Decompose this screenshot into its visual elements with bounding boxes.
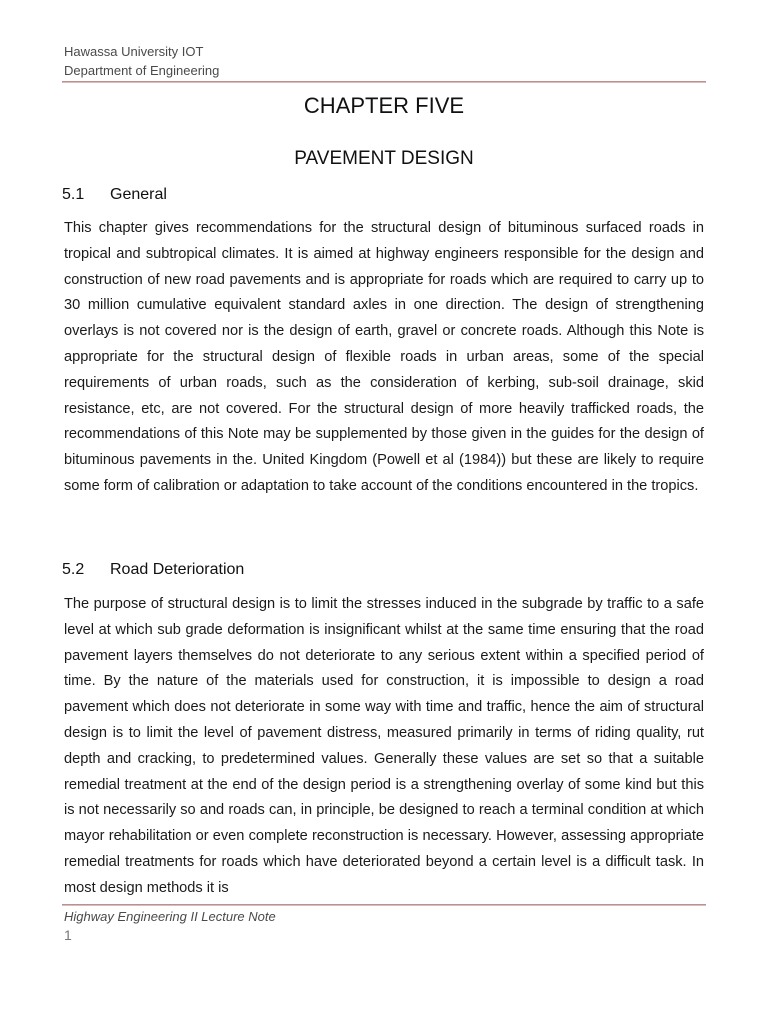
header-institution: Hawassa University IOT <box>64 44 204 59</box>
chapter-title: CHAPTER FIVE <box>303 93 465 118</box>
header-divider <box>62 81 706 83</box>
page-number: 1 <box>64 927 72 943</box>
section-5-1-paragraph: This chapter gives recommendations for the structural design of bituminous surfaced roads in tropical and subtropical climates. It is aimed at highway engineers responsible for the design and construction of new road pavements and is appropriate for roads which are required to carry up to 30 million cumulative equivalent standard axles in one direction. The design of strengthening overlays is not covered nor is the design of earth, gravel or concrete roads. Although this Note is appropriate for the structural design of flexible roads in urban areas, some of the special requirements of urban roads, such as the consideration of kerbing, sub-soil drainage, skid resistance, etc, are not covered. For the structural design of more heavily trafficked roads, the recommendations of this Note may be supplemented by those given in the guides for the design of bituminous pavements in the. United Kingdom (Powell et al (1984)) but these are likely to require some form of calibration or adaptation to take account of the conditions encountered in the tropics. <box>64 220 704 494</box>
footer-note: Highway Engineering II Lecture Note <box>64 909 276 924</box>
section-title: PAVEMENT DESIGN <box>294 148 474 169</box>
section-number: 5.1 <box>62 186 85 203</box>
section-5-2-paragraph: The purpose of structural design is to limit the stresses induced in the subgrade by traffic to a safe level at which sub grade deformation is insignificant whilst at the same time ensuring that the road pavement layers themselves do not deteriorate to any serious extent within a specified period of time. By the nature of the materials used for construction, it is impossible to design a road pavement which does not deteriorate in some way with time and traffic, hence the aim of structural design is to limit the level of pavement distress, measured primarily in terms of riding quality, rut depth and cracking, to predetermined values. Generally these values are set so that a suitable remedial treatment at the end of the design period is a strengthening overlay of some kind but this is not necessarily so and roads can, in principle, be designed to reach a terminal condition at which mayor rehabilitation or even complete reconstruction is necessary. However, assessing appropriate remedial treatments for roads which have deteriorated beyond a certain level is a difficult task. In most design methods it is <box>64 596 704 896</box>
section-heading-5-2 <box>62 559 244 581</box>
footer-divider <box>62 904 706 906</box>
section-heading-text: General <box>110 186 167 203</box>
page-header <box>64 42 219 80</box>
header-department: Department of Engineering <box>64 63 220 78</box>
section-heading-5-1 <box>62 184 167 206</box>
section-heading-text: Road Deterioration <box>110 561 245 578</box>
section-number: 5.2 <box>62 561 85 578</box>
